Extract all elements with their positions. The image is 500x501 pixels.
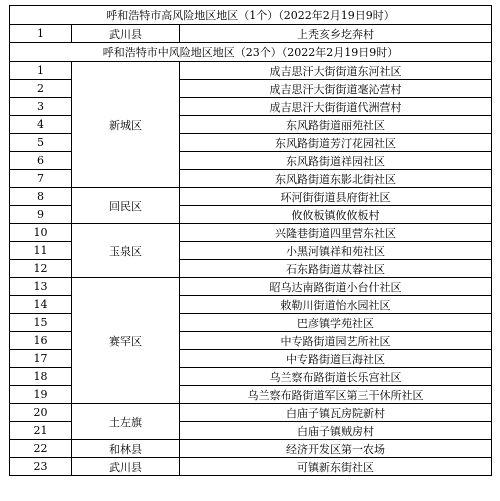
row-number: 9	[10, 206, 72, 224]
area-cell: 东风路街道东影北街社区	[180, 170, 492, 188]
table-row	[10, 224, 492, 242]
area-cell: 乌兰察布路街道军区第三干休所社区	[180, 386, 492, 404]
district-cell: 武川县	[72, 25, 180, 43]
district-cell: 和林县	[72, 440, 180, 458]
risk-area-table	[9, 5, 492, 476]
row-number: 5	[10, 134, 72, 152]
table-row	[10, 62, 492, 80]
table-row	[10, 188, 492, 206]
row-number: 1	[10, 25, 72, 43]
area-cell: 成吉思汗大街街道东河社区	[180, 62, 492, 80]
table-row	[10, 440, 492, 458]
district-cell: 玉泉区	[72, 224, 180, 278]
area-cell: 可镇新东街社区	[180, 458, 492, 476]
row-number: 1	[10, 62, 72, 80]
area-cell: 敕勒川街道怡水园社区	[180, 296, 492, 314]
row-number: 15	[10, 314, 72, 332]
area-cell: 经济开发区第一农场	[180, 440, 492, 458]
row-number: 19	[10, 386, 72, 404]
row-number: 10	[10, 224, 72, 242]
table-row	[10, 25, 492, 43]
district-cell: 武川县	[72, 458, 180, 476]
area-cell: 东风路街道丽苑社区	[180, 116, 492, 134]
row-number: 11	[10, 242, 72, 260]
row-number: 8	[10, 188, 72, 206]
area-cell: 白庙子镇瓦房院新村	[180, 404, 492, 422]
row-number: 7	[10, 170, 72, 188]
district-cell: 赛罕区	[72, 278, 180, 404]
area-cell: 东风路街道芳汀花园社区	[180, 134, 492, 152]
high-risk-title-row	[10, 6, 492, 25]
row-number: 18	[10, 368, 72, 386]
row-number: 14	[10, 296, 72, 314]
area-cell: 兴隆巷街道四里营东社区	[180, 224, 492, 242]
area-cell: 攸攸板镇攸攸板村	[180, 206, 492, 224]
row-number: 16	[10, 332, 72, 350]
table-row	[10, 278, 492, 296]
row-number: 12	[10, 260, 72, 278]
table-row	[10, 404, 492, 422]
row-number: 4	[10, 116, 72, 134]
row-number: 13	[10, 278, 72, 296]
area-cell: 石东路街道苁蓉社区	[180, 260, 492, 278]
table-row	[10, 458, 492, 476]
area-cell: 东风路街道祥园社区	[180, 152, 492, 170]
area-cell: 环河街街道县府街社区	[180, 188, 492, 206]
area-cell: 昭乌达南路街道小台什社区	[180, 278, 492, 296]
area-cell: 白庙子镇贼房村	[180, 422, 492, 440]
row-number: 23	[10, 458, 72, 476]
area-cell: 中专路街道园艺所社区	[180, 332, 492, 350]
row-number: 21	[10, 422, 72, 440]
district-cell: 回民区	[72, 188, 180, 224]
area-cell: 乌兰察布路街道长乐宫社区	[180, 368, 492, 386]
area-cell: 上秃亥乡圪奔村	[180, 25, 492, 43]
district-cell: 新城区	[72, 62, 180, 188]
row-number: 3	[10, 98, 72, 116]
row-number: 22	[10, 440, 72, 458]
high-risk-title: 呼和浩特市高风险地区地区（1个）（2022年2月19日9时）	[10, 6, 492, 25]
area-cell: 巴彦镇学苑社区	[180, 314, 492, 332]
area-cell: 中专路街道巨海社区	[180, 350, 492, 368]
medium-risk-title: 呼和浩特市中风险地区地区（23个）（2022年2月19日9时）	[10, 43, 492, 62]
row-number: 20	[10, 404, 72, 422]
area-cell: 小黑河镇祥和苑社区	[180, 242, 492, 260]
row-number: 17	[10, 350, 72, 368]
area-cell: 成吉思汗大街街道代洲营村	[180, 98, 492, 116]
row-number: 2	[10, 80, 72, 98]
district-cell: 土左旗	[72, 404, 180, 440]
row-number: 6	[10, 152, 72, 170]
area-cell: 成吉思汗大街街道毫沁营村	[180, 80, 492, 98]
risk-area-table-body	[10, 6, 492, 476]
medium-risk-title-row	[10, 43, 492, 62]
